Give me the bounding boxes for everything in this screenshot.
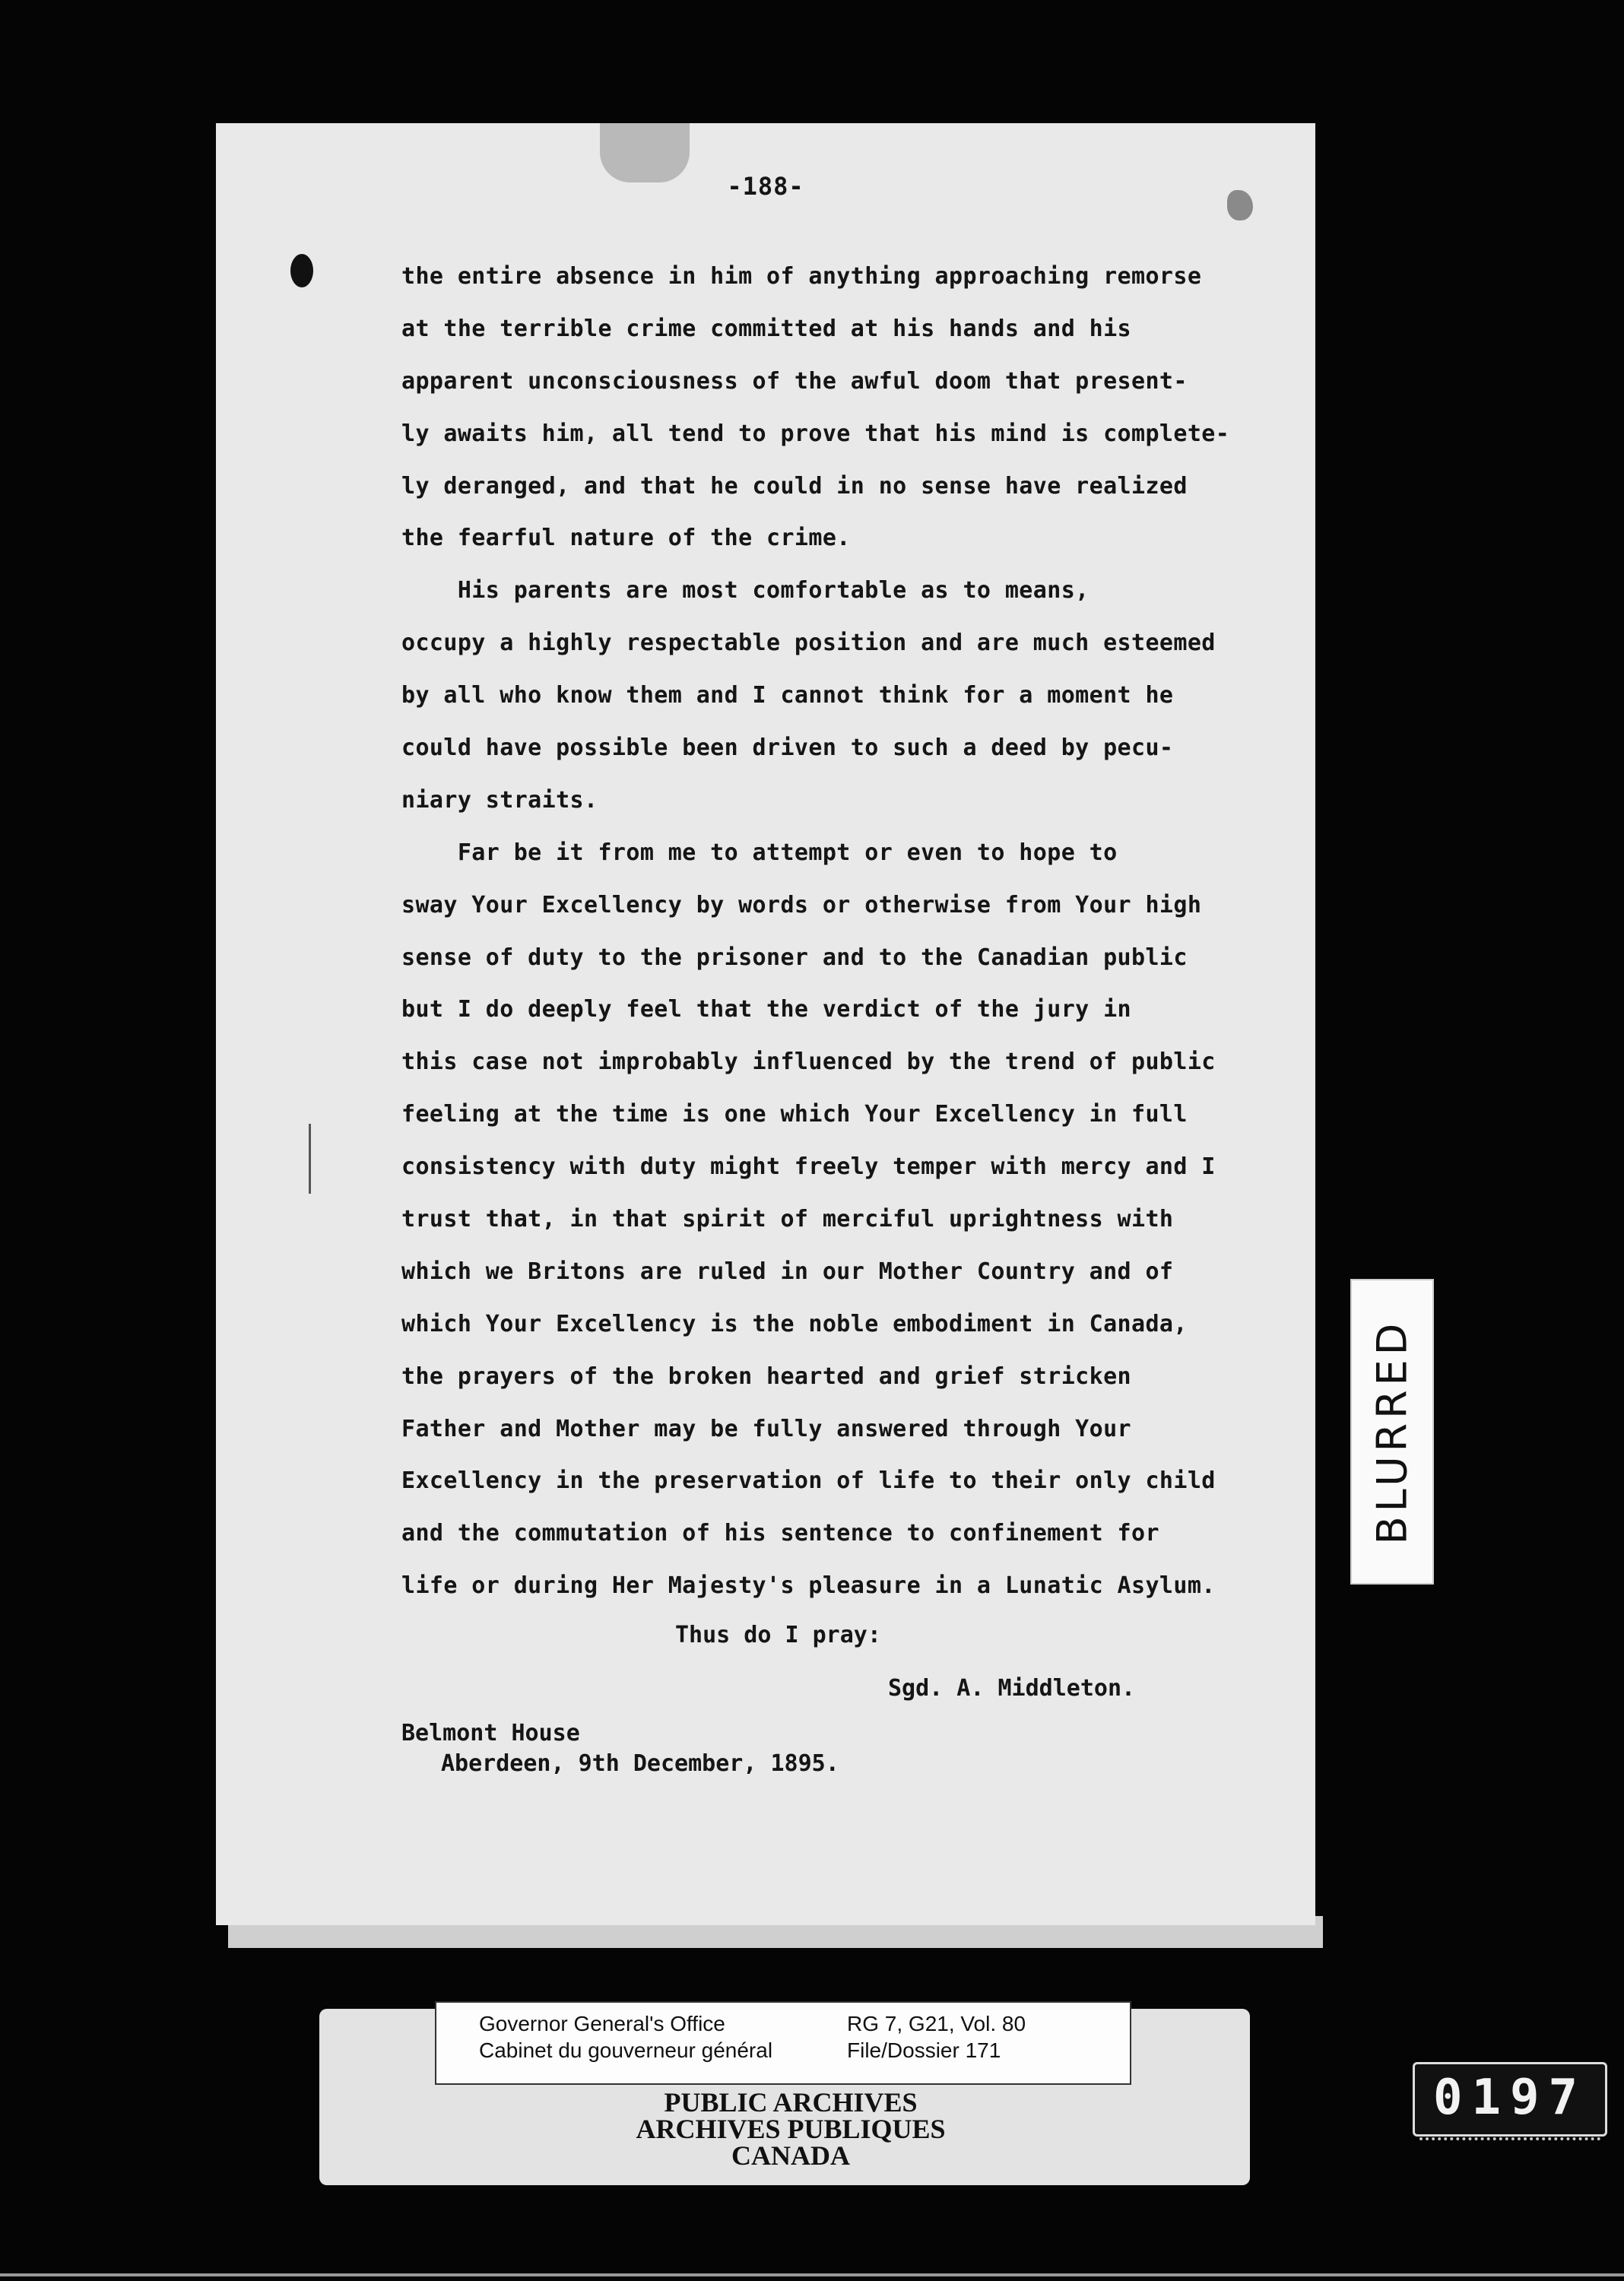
- office-name-fr: Cabinet du gouverneur général: [479, 2038, 773, 2062]
- office-name-en: Governor General's Office: [479, 2012, 725, 2035]
- text-line: but I do deeply feel that the verdict of the jury in: [401, 996, 1131, 1023]
- text-line: ly deranged, and that he could in no sense have realized: [401, 472, 1188, 500]
- closing-line: Thus do I pray:: [675, 1622, 881, 1648]
- text-line: sense of duty to the prisoner and to the Canadian public: [401, 944, 1188, 971]
- letter-body: [401, 251, 1283, 1613]
- text-line: which Your Excellency is the noble embodiment in Canada,: [401, 1310, 1188, 1337]
- text-line: the prayers of the broken hearted and grief stricken: [401, 1363, 1131, 1390]
- frame-number: 0197: [1413, 2062, 1607, 2137]
- punch-hole: [290, 254, 313, 287]
- text-line: life or during Her Majesty's pleasure in a Lunatic Asylum.: [401, 1572, 1216, 1600]
- record-group-reference: RG 7, G21, Vol. 80: [847, 2012, 1026, 2035]
- sender-address: [401, 1718, 839, 1779]
- document-page: [216, 123, 1315, 1925]
- archives-country: CANADA: [731, 2140, 850, 2171]
- text-line: and the commutation of his sentence to confinement for: [401, 1520, 1159, 1547]
- address-line: Aberdeen, 9th December, 1895.: [441, 1750, 839, 1777]
- signoff-block: [401, 1609, 1283, 1715]
- text-line: this case not improbably influenced by the trend of public: [401, 1048, 1216, 1076]
- text-line: occupy a highly respectable position and are much esteemed: [401, 630, 1216, 657]
- text-line: Father and Mother may be fully answered through Your: [401, 1415, 1131, 1442]
- text-line: the entire absence in him of anything approaching remorse: [401, 263, 1202, 290]
- text-line: by all who know them and I cannot think for a moment he: [401, 682, 1174, 709]
- page-number: -188-: [727, 172, 804, 201]
- text-line: Far be it from me to attempt or even to hope to: [401, 839, 1118, 866]
- text-line: the fearful nature of the crime.: [401, 525, 851, 552]
- text-line: trust that, in that spirit of merciful uprightness with: [401, 1206, 1174, 1233]
- text-line: which we Britons are ruled in our Mother Country and of: [401, 1258, 1174, 1285]
- text-line: ly awaits him, all tend to prove that his mind is complete-: [401, 420, 1230, 447]
- archives-name-fr: ARCHIVES PUBLIQUES: [636, 2114, 946, 2144]
- file-reference: File/Dossier 171: [847, 2038, 1001, 2062]
- text-line: feeling at the time is one which Your Excellency in full: [401, 1101, 1188, 1128]
- text-line: niary straits.: [401, 786, 598, 814]
- film-edge: [0, 2273, 1624, 2276]
- blurred-sticker: [1350, 1279, 1434, 1585]
- sticker-text: BLURRED: [1368, 1318, 1416, 1545]
- text-line: His parents are most comfortable as to means,: [401, 577, 1090, 604]
- archives-title: [487, 2089, 1095, 2169]
- text-line: Excellency in the preservation of life to their only child: [401, 1467, 1216, 1495]
- text-line: could have possible been driven to such a deed by pecu-: [401, 734, 1174, 762]
- text-line: consistency with duty might freely temper with mercy and I: [401, 1153, 1216, 1181]
- archive-reference-card: [435, 2001, 1131, 2085]
- text-line: at the terrible crime committed at his hands and his: [401, 315, 1131, 342]
- archives-name-en: PUBLIC ARCHIVES: [664, 2087, 918, 2118]
- address-line: Belmont House: [401, 1720, 580, 1746]
- text-line: sway Your Excellency by words or otherwise from Your high: [401, 891, 1202, 918]
- signature: Sgd. A. Middleton.: [888, 1675, 1136, 1702]
- margin-mark: [309, 1124, 311, 1194]
- text-line: apparent unconsciousness of the awful doom that present-: [401, 367, 1188, 395]
